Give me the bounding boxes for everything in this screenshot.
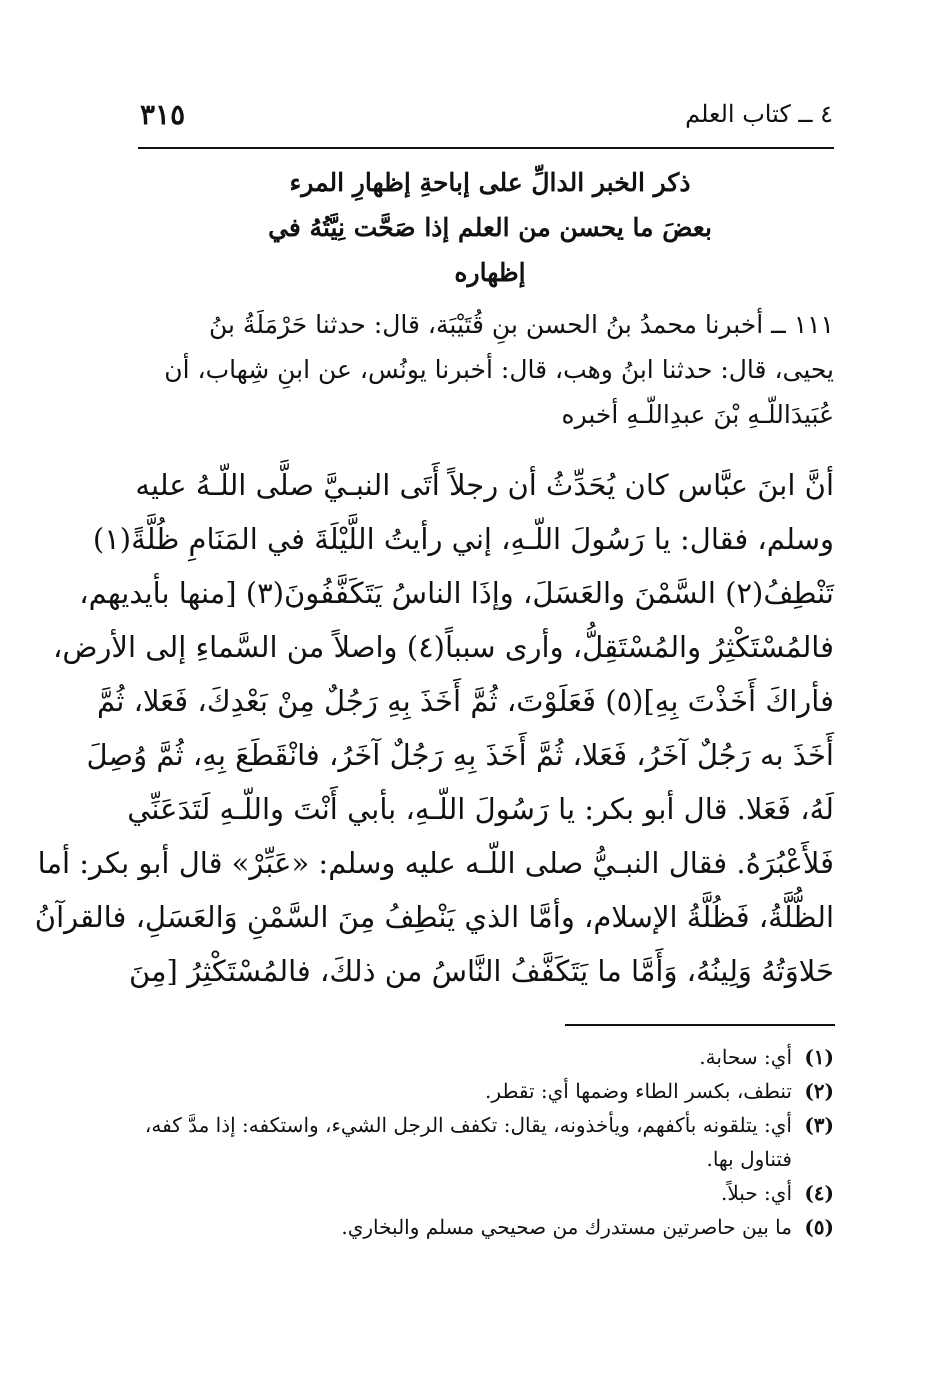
footnote-text: ما بين حاصرتين مستدرك من صحيحي مسلم والبخاري. [341,1215,792,1239]
text-line: الظُّلَّةُ، فَظُلَّةُ الإسلام، وأمَّا الذي يَنْطِفُ مِنَ السَّمْنِ وَالعَسَلِ، فالقرآنُ [34,900,834,934]
footnotes [138,1040,834,1244]
isnad-line: عُبَيدَاللّـهِ بْنَ عبدِاللّـهِ أخبره [561,400,834,429]
header-rule [138,147,834,149]
text-line: وسلم، فقال: يا رَسُولَ اللّـهِ، إني رأيتُ اللَّيْلَةَ في المَنَامِ ظُلَّةً(١) [92,522,834,556]
hadith-isnad [138,302,834,437]
heading-line: إظهاره [454,258,526,287]
footnote-text: أي: يتلقونه بأكفهم، ويأخذونه، يقال: تكفف الرجل الشيء، واستكفه: إذا مدَّ كفه، فتناول بها. [144,1113,792,1171]
text-line: حَلاوَتُهُ وَلِينُهُ، وَأَمَّا ما يَتَكَفَّفُ النَّاسُ من ذلكَ، فالمُسْتَكْثِرُ [مِنَ [128,954,834,988]
heading-line: ذكر الخبر الدالِّ على إباحةِ إظهارِ المرء [289,168,691,197]
footnote-rule [565,1024,835,1026]
footnote-text: أي: حبلاً. [721,1181,792,1205]
footnote [138,1176,834,1210]
isnad-line: ١١١ ــ أخبرنا محمدُ بنُ الحسن بنِ قُتَيْبَة، قال: حدثنا حَرْمَلَةُ بنُ [208,310,834,339]
footnote [138,1210,834,1244]
footnote-number: (٣) [804,1113,834,1137]
text-line: أَخَذَ به رَجُلٌ آخَرُ، فَعَلا، ثُمَّ أَخَذَ بِهِ رَجُلٌ آخَرُ، فانْقَطَعَ بِهِ، ثُمَّ وُصِلَ [86,738,834,772]
footnote [138,1074,834,1108]
footnote-number: (٥) [804,1215,834,1239]
footnote-number: (٢) [804,1079,834,1103]
running-header [140,100,833,140]
hadith-text [34,458,834,998]
isnad-line: يحيى، قال: حدثنا ابنُ وهب، قال: أخبرنا يونُس، عن ابنِ شِهاب، أن [164,355,834,384]
text-line: فَلأَعْبُرَهُ. فقال النبـيُّ صلى اللّـه عليه وسلم: «عَبِّرْ» قال أبو بكر: أما [37,846,834,880]
footnote-text: أي: سحابة. [699,1045,792,1069]
text-line: أنَّ ابنَ عبَّاس كان يُحَدِّثُ أن رجلاً أَتَى النبـيَّ صلَّى اللّـهُ عليه [135,468,834,502]
text-line: تَنْطِفُ(٢) السَّمْنَ والعَسَلَ، وإذَا الناسُ يَتَكَفَّفُونَ(٣) [منها بأيديهم، [79,576,834,610]
footnote-number: (١) [804,1045,834,1069]
heading-line: بعضَ ما يحسن من العلم إذا صَحَّت نِيَّتُهُ في [268,213,712,242]
text-line: فالمُسْتَكْثِرُ والمُسْتَقِلُّ، وأرى سبباً(٤) واصلاً من السَّماءِ إلى الأرض، [52,630,834,664]
section-heading [240,160,740,295]
footnote [138,1040,834,1074]
footnote-text: تنطف، بكسر الطاء وضمها أي: تقطر. [485,1079,792,1103]
chapter-title: ٤ ــ كتاب العلم [685,100,833,128]
footnote-number: (٤) [804,1181,834,1205]
text-line: لَهُ، فَعَلا. قال أبو بكر: يا رَسُولَ اللّـهِ، بأبي أَنْتَ واللّـهِ لَتَدَعَنِّي [127,792,834,826]
text-line: فأراكَ أَخَذْتَ بِهِ](٥) فَعَلَوْتَ، ثُمَّ أَخَذَ بِهِ رَجُلٌ مِنْ بَعْدِكَ، فَعَلا، ثُمَّ [97,684,834,718]
page-number: ٣١٥ [140,98,186,131]
footnote [138,1108,834,1176]
